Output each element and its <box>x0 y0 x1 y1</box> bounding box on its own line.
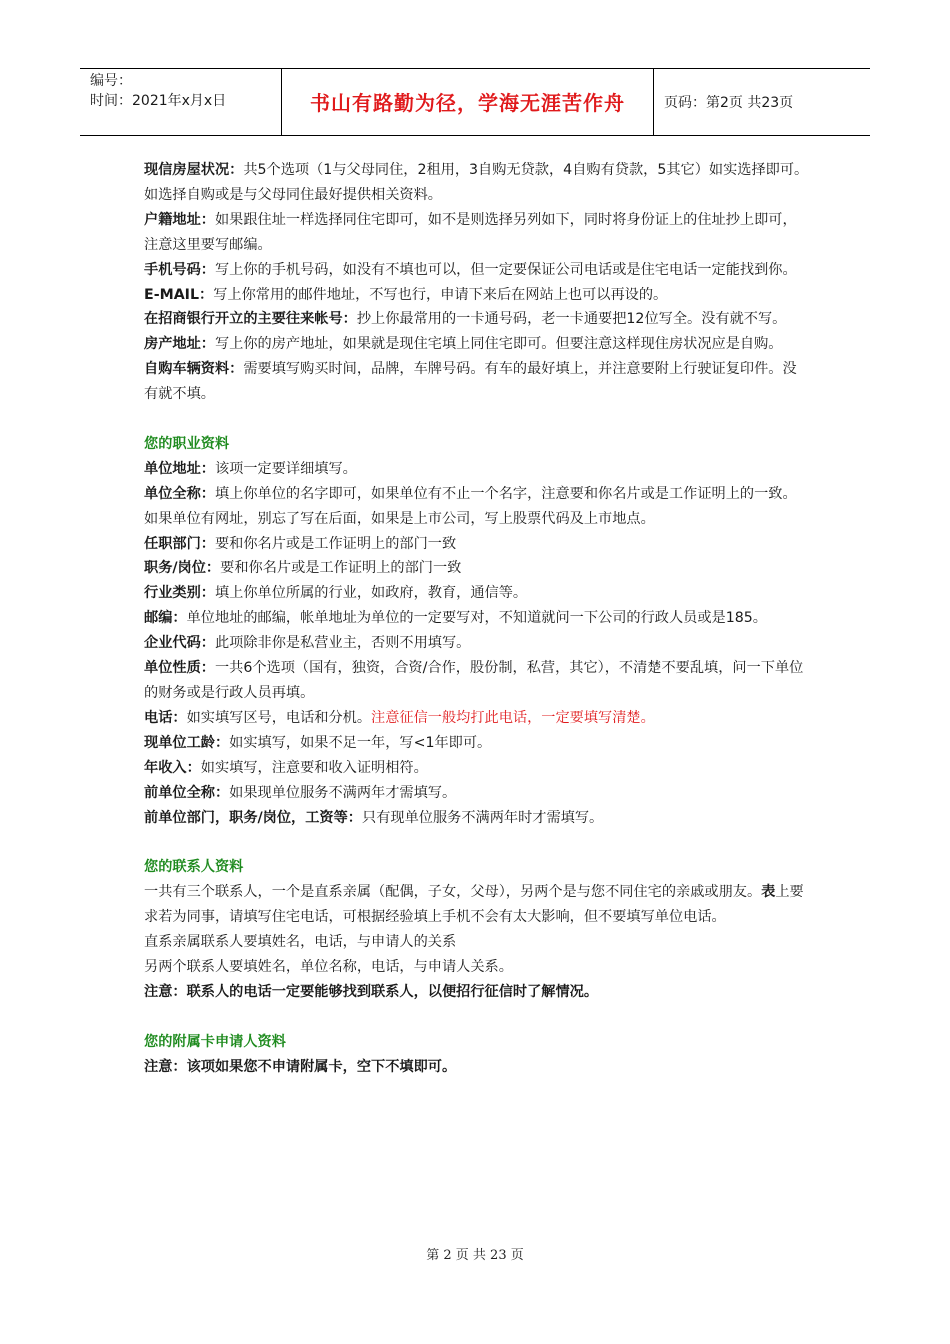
header-page-info: 页码：第2页 共23页 <box>664 95 794 111</box>
paragraph-enterprise-code <box>144 631 810 656</box>
field-text: 写上你常用的邮件地址，不写也行，申请下来后在网站上也可以再设的。 <box>213 286 668 303</box>
field-text: 要和你名片或是工作证明上的部门一致 <box>220 560 462 577</box>
paragraph-mobile <box>144 258 810 283</box>
header-motto: 书山有路勤为径，学海无涯苦作舟 <box>282 69 654 135</box>
field-label: 单位全称： <box>144 485 215 502</box>
field-label: 年收入： <box>144 759 201 776</box>
page-footer: 第 2 页 共 23 页 <box>426 1248 524 1263</box>
paragraph-work-address <box>144 457 810 482</box>
field-label: E-MAIL： <box>144 286 214 303</box>
paragraph-housing <box>144 158 810 208</box>
page-header <box>80 68 870 136</box>
field-text: 要和你名片或是工作证明上的部门一致 <box>214 535 457 552</box>
warning-text: 注意征信一般均打此电话，一定要填写清楚。 <box>371 709 655 726</box>
paragraph-seniority <box>144 731 810 756</box>
paragraph-income <box>144 756 810 781</box>
paragraph-email <box>144 283 810 308</box>
header-left-cell <box>80 69 282 135</box>
spacer <box>144 830 810 855</box>
field-text: 填上你单位的名字即可，如果单位有不止一个名字，注意要和你名片或是工作证明上的一致。如果单位有网址，别忘了写在后面，如果是上市公司，写上股票代码及上市地点。 <box>144 485 797 527</box>
field-text: 如实填写，如果不足一年，写<1年即可。 <box>229 734 492 751</box>
field-text: 需要填写购买时间，品牌，车牌号码。有车的最好填上，并注意要附上行驶证复印件。没有就不填。 <box>144 361 797 403</box>
field-text: 如果跟住址一样选择同住宅即可，如不是则选择另列如下，同时将身份证上的住址抄上即可，注意这里要写邮编。 <box>144 211 797 253</box>
field-text: 如实填写，注意要和收入证明相符。 <box>200 759 428 776</box>
paragraph-other-contacts: 另两个联系人要填姓名，单位名称，电话，与申请人关系。 <box>144 958 513 975</box>
field-label: 行业类别： <box>144 585 215 602</box>
paragraph-account <box>144 307 810 332</box>
paragraph-contacts-note: 注意：联系人的电话一定要能够找到联系人，以便招行征信时了解情况。 <box>144 983 599 1000</box>
field-label: 任职部门： <box>144 535 215 552</box>
paragraph-property-address <box>144 332 810 357</box>
field-label: 前单位部门，职务/岗位，工资等： <box>144 809 362 826</box>
field-label: 户籍地址： <box>144 211 215 228</box>
field-label: 前单位全称： <box>144 784 230 801</box>
paragraph-contacts-intro <box>144 880 810 930</box>
paragraph-position <box>144 556 810 581</box>
field-text: 此项除非你是私营业主，否则不用填写。 <box>214 635 471 652</box>
section-heading-supplementary-card: 您的附属卡申请人资料 <box>144 1033 286 1050</box>
field-label: 单位性质： <box>144 660 215 677</box>
field-label: 在招商银行开立的主要往来帐号： <box>144 311 357 328</box>
field-text: 共5个选项（1与父母同住，2租用，3自购无贷款，4自购有贷款，5其它）如实选择即可。如选择自购或是与父母同住最好提供相关资料。 <box>144 162 809 203</box>
body-text: 上要求若为同事，请填写住宅电话，可根据经验填上手机不会有太大影响，但不要填写单位电话。 <box>144 884 804 926</box>
paragraph-company-name <box>144 482 810 532</box>
number-label: 编号： <box>90 73 132 89</box>
spacer <box>144 1005 810 1030</box>
paragraph-direct-relative: 直系亲属联系人要填姓名，电话，与申请人的关系 <box>144 934 457 951</box>
field-label: 现信房屋状况： <box>144 162 244 178</box>
field-text: 填上你单位所属的行业，如政府，教育，通信等。 <box>214 585 528 602</box>
paragraph-supplementary-note: 注意：该项如果您不申请附属卡，空下不填即可。 <box>144 1058 457 1075</box>
paragraph-postcode <box>144 606 810 631</box>
spacer <box>144 407 810 432</box>
field-label: 房产地址： <box>144 336 215 353</box>
field-text: 该项一定要详细填写。 <box>214 460 357 477</box>
paragraph-previous-company <box>144 781 810 806</box>
paragraph-company-type <box>144 656 810 706</box>
field-text: 只有现单位服务不满两年时才需填写。 <box>362 809 604 826</box>
body-text-bold: 表 <box>761 884 776 901</box>
field-label: 电话： <box>144 709 187 726</box>
field-label: 邮编： <box>144 610 187 627</box>
paragraph-industry <box>144 581 810 606</box>
field-label: 自购车辆资料： <box>144 361 244 378</box>
paragraph-phone <box>144 706 810 731</box>
field-text: 单位地址的邮编，帐单地址为单位的一定要写对，不知道就问一下公司的行政人员或是185。 <box>186 610 767 627</box>
paragraph-vehicle <box>144 357 810 407</box>
document-body <box>144 158 810 1079</box>
field-text: 如果现单位服务不满两年才需填写。 <box>229 784 457 801</box>
paragraph-household-address <box>144 208 810 258</box>
field-text: 写上你的手机号码，如没有不填也可以，但一定要保证公司电话或是住宅电话一定能找到你。 <box>214 261 797 278</box>
field-label: 现单位工龄： <box>144 734 230 751</box>
field-text: 如实填写区号，电话和分机。 <box>186 709 372 726</box>
field-label: 职务/岗位： <box>144 560 221 577</box>
body-text: 一共有三个联系人，一个是直系亲属（配偶，子女，父母），另两个是与您不同住宅的亲戚或朋友。 <box>144 884 762 901</box>
field-label: 手机号码： <box>144 261 215 278</box>
field-text: 抄上你最常用的一卡通号码，老一卡通要把12位写全。没有就不写。 <box>356 311 787 328</box>
field-text: 一共6个选项（国有，独资，合资/合作，股份制，私营，其它），不清楚不要乱填，问一下单位的财务或是行政人员再填。 <box>144 660 804 702</box>
section-heading-occupation: 您的职业资料 <box>144 435 230 452</box>
time-label: 时间：2021年x月x日 <box>90 93 227 109</box>
section-heading-contacts: 您的联系人资料 <box>144 859 244 876</box>
field-text: 写上你的房产地址，如果就是现住宅填上同住宅即可。但要注意这样现住房状况应是自购。 <box>214 336 783 353</box>
field-label: 单位地址： <box>144 460 215 477</box>
paragraph-department <box>144 532 810 557</box>
paragraph-previous-details <box>144 806 810 831</box>
field-label: 企业代码： <box>144 635 215 652</box>
